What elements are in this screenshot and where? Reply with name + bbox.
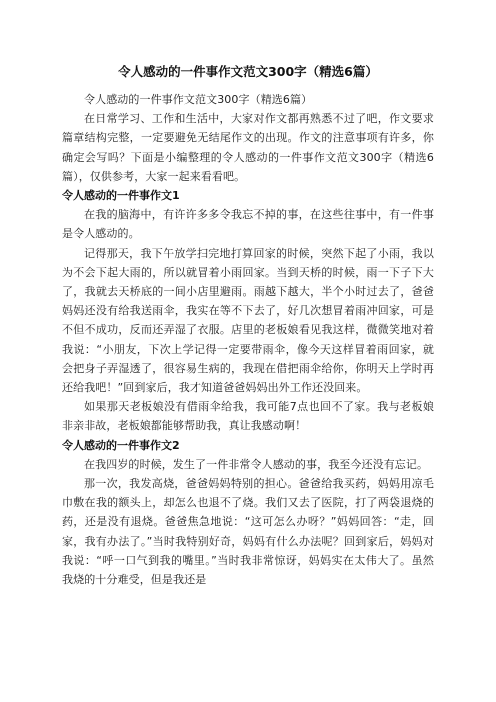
body-paragraph: 在我的脑海中，有许许多多令我忘不掉的事，在这些往事中，有一件事是令人感动的。: [62, 208, 434, 241]
section-heading: 令人感动的一件事作文1: [62, 189, 180, 203]
intro-paragraph: 令人感动的一件事作文范文300字（精选6篇）: [84, 93, 313, 106]
section-heading: 令人感动的一件事作文2: [62, 438, 180, 452]
intro-paragraph: 在日常学习、工作和生活中，大家对作文都再熟悉不过了吧，作文要求篇章结构完整，一定要避免无结尾作文的出现。作文的注意事项有许多，你确定会写吗？下面是小编整理的令人感动的一件事作文范文300字（精选6篇），仅供参考，大家一起来看看吧。: [62, 112, 434, 183]
body-paragraph: 在我四岁的时候，发生了一件非常令人感动的事，我至今还没有忘记。: [84, 457, 429, 471]
body-paragraph: 如果那天老板娘没有借雨伞给我，我可能7点也回不了家。我与老板娘非亲非故，老板娘都能够帮助我，真让我感动啊！: [62, 400, 434, 433]
document-title: 令人感动的一件事作文范文300字（精选6篇）: [118, 64, 378, 79]
body-paragraph: 记得那天，我下午放学扫完地打算回家的时候，突然下起了小雨，我以为不会下起大雨的，所以就冒着小雨回家。当到天桥的时候，雨一下子下大了，我就去天桥底的一间小店里避雨。雨越下越大，半个小时过去了，爸爸妈妈还没有给我送雨伞，我实在等不下去了，好几次想冒着雨冲回家，可是不但不成功，反而还弄湿了衣服。店里的老板娘看见我这样，微微笑地对着我说：“小朋友，下次上学记得一定要带雨伞，像今天这样冒着雨回家，就会把身子弄湿透了，很容易生病的，我现在借把雨伞给你，你明天上学时再还给我吧！”回到家后，我才知道爸爸妈妈出外工作还没回来。: [62, 246, 434, 395]
body-paragraph: 那一次，我发高烧，爸爸妈妈特别的担心。爸爸给我买药，妈妈用凉毛巾敷在我的额头上，却怎么也退不了烧。我们又去了医院，打了两袋退烧的药，还是没有退烧。爸爸焦急地说：“这可怎么办呀？”妈妈回答：“走，回家，我有办法了。”当时我特别好奇，妈妈有什么办法呢？回到家后，妈妈对我说：“呼一口气到我的嘴里。”当时我非常惊讶，妈妈实在太伟大了。虽然我烧的十分难受，但是我还是: [62, 477, 434, 587]
